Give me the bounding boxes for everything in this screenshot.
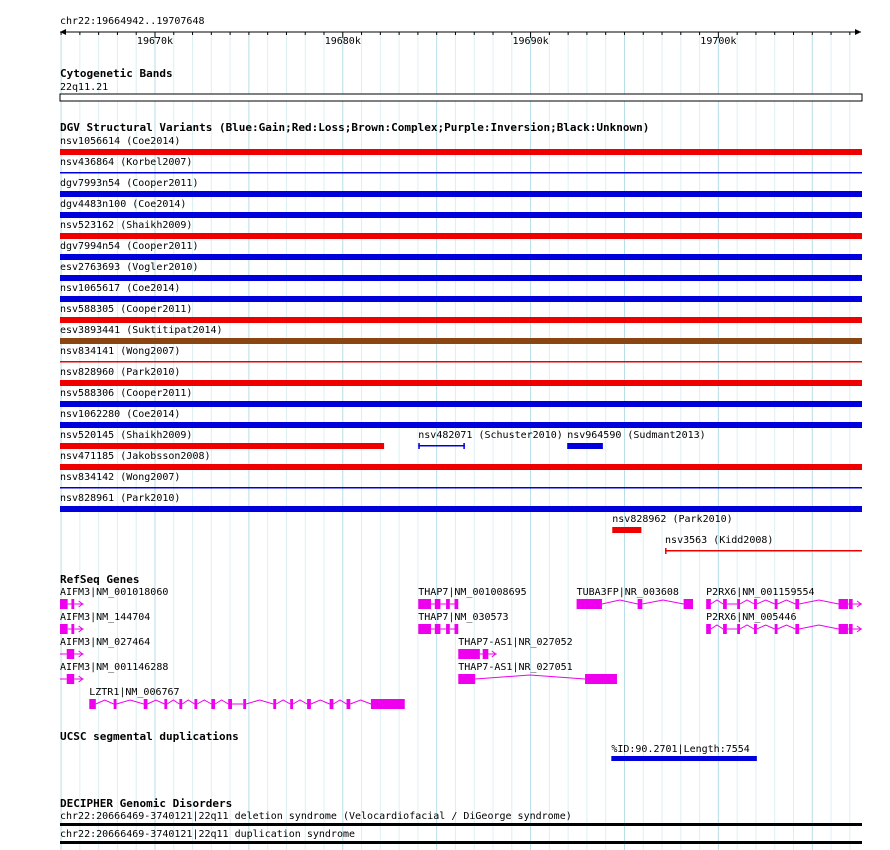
refseq-exon[interactable] xyxy=(194,699,197,709)
dgv-feature-bar[interactable] xyxy=(60,172,862,174)
dgv-feature-label: esv2763693 (Vogler2010) xyxy=(60,262,199,273)
refseq-exon[interactable] xyxy=(458,649,480,659)
decipher-feature-bar[interactable] xyxy=(60,841,862,844)
refseq-exon[interactable] xyxy=(89,699,96,709)
dgv-feature-label: esv3893441 (Suktitipat2014) xyxy=(60,325,223,336)
dgv-feature-bar[interactable] xyxy=(60,443,384,449)
cytoband-band[interactable] xyxy=(60,94,862,101)
refseq-exon[interactable] xyxy=(458,674,475,684)
refseq-intron xyxy=(602,600,638,604)
refseq-intron xyxy=(740,625,754,629)
refseq-exon[interactable] xyxy=(737,599,740,609)
refseq-intron xyxy=(778,600,796,604)
refseq-exon[interactable] xyxy=(435,624,441,634)
refseq-intron xyxy=(147,700,164,704)
refseq-exon[interactable] xyxy=(71,624,74,634)
dgv-feature[interactable] xyxy=(60,178,862,197)
segdup-feature-bar[interactable] xyxy=(611,756,757,761)
segdup-feature[interactable] xyxy=(611,744,757,761)
refseq-intron xyxy=(740,600,754,604)
dgv-feature[interactable] xyxy=(60,409,862,428)
refseq-exon[interactable] xyxy=(706,624,711,634)
refseq-gene-label: THAP7|NM_001008695 xyxy=(418,587,527,598)
dgv-feature[interactable] xyxy=(60,493,862,512)
refseq-gene-label: THAP7-AS1|NR_027051 xyxy=(458,662,573,673)
refseq-exon[interactable] xyxy=(455,599,459,609)
refseq-exon[interactable] xyxy=(71,599,74,609)
dgv-feature-bar[interactable] xyxy=(665,550,862,552)
refseq-exon[interactable] xyxy=(418,624,431,634)
refseq-exon[interactable] xyxy=(228,699,232,709)
refseq-exon[interactable] xyxy=(435,599,441,609)
dgv-feature-label: nsv828962 (Park2010) xyxy=(612,514,733,525)
refseq-exon[interactable] xyxy=(775,624,778,634)
dgv-feature-bar[interactable] xyxy=(60,254,862,260)
refseq-exon[interactable] xyxy=(371,699,405,709)
refseq-gene-label: LZTR1|NM_006767 xyxy=(89,687,180,698)
refseq-exon[interactable] xyxy=(839,599,848,609)
dgv-feature[interactable] xyxy=(60,283,862,302)
dgv-feature-bar[interactable] xyxy=(567,443,603,449)
refseq-intron xyxy=(799,625,838,629)
dgv-feature[interactable] xyxy=(418,430,563,449)
refseq-gene-label: AIFM3|NM_144704 xyxy=(60,612,151,623)
track-title-refseq: RefSeq Genes xyxy=(60,573,140,586)
track-title-dgv: DGV Structural Variants (Blue:Gain;Red:Loss;Brown:Complex;Purple:Inversion;Black:Unknown) xyxy=(60,121,650,134)
dgv-feature-bar[interactable] xyxy=(60,464,862,470)
refseq-exon[interactable] xyxy=(67,674,75,684)
refseq-gene[interactable] xyxy=(418,612,508,634)
track-dgv-structural-variants xyxy=(60,121,862,554)
refseq-exon[interactable] xyxy=(754,624,757,634)
dgv-feature[interactable] xyxy=(60,136,862,155)
dgv-feature[interactable] xyxy=(60,451,862,470)
dgv-feature[interactable] xyxy=(60,220,862,239)
cytoband-label: 22q11.21 xyxy=(60,82,109,93)
dgv-feature[interactable] xyxy=(60,472,862,489)
refseq-exon[interactable] xyxy=(60,599,68,609)
refseq-gene[interactable] xyxy=(418,587,526,609)
track-title-segdups: UCSC segmental duplications xyxy=(60,730,239,743)
dgv-feature-bar[interactable] xyxy=(60,361,862,363)
refseq-gene[interactable] xyxy=(458,662,617,684)
refseq-exon[interactable] xyxy=(446,599,450,609)
dgv-feature-bar[interactable] xyxy=(60,401,862,407)
refseq-gene-label: THAP7-AS1|NR_027052 xyxy=(458,637,573,648)
dgv-feature[interactable] xyxy=(60,304,862,323)
dgv-feature-bar[interactable] xyxy=(60,149,862,155)
dgv-feature-bar[interactable] xyxy=(60,487,862,489)
ruler-tick-label: 19680k xyxy=(324,36,361,47)
refseq-gene[interactable] xyxy=(60,637,150,659)
refseq-exon[interactable] xyxy=(775,599,778,609)
decipher-feature-label: chr22:20666469-3740121|22q11 deletion syndrome (Velocardiofacial / DiGeorge syndrome) xyxy=(60,811,572,822)
dgv-feature-bar[interactable] xyxy=(60,212,862,218)
refseq-exon[interactable] xyxy=(723,624,727,634)
refseq-exon[interactable] xyxy=(849,599,853,609)
refseq-exon[interactable] xyxy=(290,699,293,709)
dgv-feature-label: dgv7994n54 (Cooper2011) xyxy=(60,241,199,252)
dgv-feature[interactable] xyxy=(60,367,862,386)
dgv-feature-label: nsv1056614 (Coe2014) xyxy=(60,136,181,147)
dgv-feature-label: nsv1062280 (Coe2014) xyxy=(60,409,181,420)
dgv-feature[interactable] xyxy=(567,430,705,449)
dgv-feature-label: nsv588305 (Cooper2011) xyxy=(60,304,193,315)
track-cytogenetic-bands xyxy=(60,67,862,101)
refseq-intron xyxy=(711,600,723,604)
dgv-feature[interactable] xyxy=(60,157,862,174)
refseq-gene-label: AIFM3|NM_001018060 xyxy=(60,587,169,598)
refseq-exon[interactable] xyxy=(577,599,602,609)
refseq-exon[interactable] xyxy=(455,624,459,634)
dgv-feature[interactable] xyxy=(60,199,862,218)
dgv-feature-label: nsv482071 (Schuster2010) xyxy=(418,430,563,441)
track-refseq-genes xyxy=(60,573,862,709)
refseq-exon[interactable] xyxy=(795,624,799,634)
dgv-feature-label: dgv4483n100 (Coe2014) xyxy=(60,199,187,210)
segdup-feature-label: %ID:90.2701|Length:7554 xyxy=(611,744,750,755)
ruler-tick-label: 19690k xyxy=(512,36,549,47)
dgv-feature-bar[interactable] xyxy=(60,296,862,302)
refseq-gene[interactable] xyxy=(60,612,150,634)
decipher-feature[interactable] xyxy=(60,811,862,826)
refseq-intron xyxy=(276,700,290,704)
refseq-intron xyxy=(215,700,228,704)
dgv-feature-label: nsv834142 (Wong2007) xyxy=(60,472,181,483)
dgv-feature[interactable] xyxy=(60,388,862,407)
refseq-exon[interactable] xyxy=(179,699,182,709)
dgv-feature-label: nsv471185 (Jakobsson2008) xyxy=(60,451,211,462)
dgv-feature[interactable] xyxy=(612,514,732,533)
refseq-gene-label: P2RX6|NM_005446 xyxy=(706,612,797,623)
refseq-exon[interactable] xyxy=(638,599,643,609)
dgv-feature-end-cap xyxy=(665,548,667,554)
dgv-feature-label: nsv523162 (Shaikh2009) xyxy=(60,220,193,231)
dgv-feature[interactable] xyxy=(60,241,862,260)
dgv-features xyxy=(60,136,862,554)
refseq-exon[interactable] xyxy=(243,699,246,709)
refseq-exon[interactable] xyxy=(273,699,276,709)
refseq-exon[interactable] xyxy=(737,624,740,634)
dgv-feature-label: nsv436864 (Korbel2007) xyxy=(60,157,193,168)
refseq-gene[interactable] xyxy=(60,662,168,684)
dgv-feature-label: nsv828961 (Park2010) xyxy=(60,493,181,504)
decipher-feature[interactable] xyxy=(60,829,862,844)
dgv-feature-bar[interactable] xyxy=(60,275,862,281)
refseq-gene-label: AIFM3|NM_001146288 xyxy=(60,662,169,673)
refseq-gene[interactable] xyxy=(706,587,862,609)
dgv-feature[interactable] xyxy=(60,430,384,449)
dgv-feature-end-cap xyxy=(463,443,465,449)
refseq-intron xyxy=(350,700,371,704)
dgv-feature-bar[interactable] xyxy=(612,527,641,533)
dgv-feature-label: nsv520145 (Shaikh2009) xyxy=(60,430,193,441)
refseq-exon[interactable] xyxy=(849,624,853,634)
refseq-exon[interactable] xyxy=(330,699,334,709)
segdup-features xyxy=(611,744,757,761)
refseq-exon[interactable] xyxy=(795,599,799,609)
dgv-feature-label: dgv7993n54 (Cooper2011) xyxy=(60,178,199,189)
refseq-gene-label: THAP7|NM_030573 xyxy=(418,612,509,623)
dgv-feature-bar[interactable] xyxy=(60,317,862,323)
refseq-exon[interactable] xyxy=(164,699,167,709)
track-title-cytoband: Cytogenetic Bands xyxy=(60,67,173,80)
refseq-gene-label: P2RX6|NM_001159554 xyxy=(706,587,815,598)
dgv-feature-bar[interactable] xyxy=(60,422,862,428)
dgv-feature-label: nsv828960 (Park2010) xyxy=(60,367,181,378)
refseq-gene[interactable] xyxy=(458,637,572,659)
refseq-gene[interactable] xyxy=(60,587,168,609)
refseq-exon[interactable] xyxy=(483,649,489,659)
ruler-region-label: chr22:19664942..19707648 xyxy=(60,16,205,27)
refseq-exon[interactable] xyxy=(446,624,450,634)
refseq-exon[interactable] xyxy=(307,699,311,709)
dgv-feature-label: nsv3563 (Kidd2008) xyxy=(665,535,774,546)
refseq-intron xyxy=(246,700,273,704)
refseq-intron xyxy=(711,625,723,629)
ruler-tick-label: 19700k xyxy=(700,36,737,47)
track-decipher xyxy=(60,797,862,844)
refseq-exon[interactable] xyxy=(839,624,848,634)
refseq-gene[interactable] xyxy=(577,587,693,609)
dgv-feature-label: nsv834141 (Wong2007) xyxy=(60,346,181,357)
dgv-feature-bar[interactable] xyxy=(60,338,862,344)
decipher-features xyxy=(60,811,862,844)
decipher-feature-bar[interactable] xyxy=(60,823,862,826)
dgv-feature-end-cap xyxy=(418,443,420,449)
refseq-exon[interactable] xyxy=(418,599,431,609)
ruler-tick-label: 19670k xyxy=(136,36,174,47)
ruler-right-arrow[interactable] xyxy=(855,29,861,35)
refseq-intron xyxy=(333,700,346,704)
dgv-feature[interactable] xyxy=(60,262,862,281)
refseq-exon[interactable] xyxy=(706,599,711,609)
dgv-feature-bar[interactable] xyxy=(60,191,862,197)
dgv-feature-label: nsv964590 (Sudmant2013) xyxy=(567,430,706,441)
dgv-feature-bar[interactable] xyxy=(418,445,465,447)
track-title-decipher: DECIPHER Genomic Disorders xyxy=(60,797,233,810)
ruler xyxy=(60,16,861,47)
refseq-intron xyxy=(116,700,143,704)
decipher-feature-label: chr22:20666469-3740121|22q11 duplication syndrome xyxy=(60,829,356,840)
refseq-exon[interactable] xyxy=(114,699,117,709)
refseq-gene-label: AIFM3|NM_027464 xyxy=(60,637,151,648)
refseq-exon[interactable] xyxy=(211,699,215,709)
refseq-gene-label: TUBA3FP|NR_003608 xyxy=(576,587,679,598)
dgv-feature-label: nsv588306 (Cooper2011) xyxy=(60,388,193,399)
track-segmental-duplications xyxy=(60,730,757,761)
dgv-feature-bar[interactable] xyxy=(60,233,862,239)
refseq-intron xyxy=(778,625,796,629)
refseq-exon[interactable] xyxy=(144,699,148,709)
refseq-exon[interactable] xyxy=(347,699,351,709)
dgv-feature[interactable] xyxy=(60,325,862,344)
dgv-feature-bar[interactable] xyxy=(60,380,862,386)
dgv-feature-label: nsv1065617 (Coe2014) xyxy=(60,283,181,294)
refseq-intron xyxy=(311,700,330,704)
refseq-intron xyxy=(757,600,775,604)
refseq-intron xyxy=(799,600,838,604)
refseq-genes xyxy=(60,587,862,709)
refseq-exon[interactable] xyxy=(723,599,727,609)
dgv-feature[interactable] xyxy=(60,346,862,363)
refseq-intron xyxy=(642,600,683,604)
refseq-exon[interactable] xyxy=(60,624,68,634)
refseq-exon[interactable] xyxy=(67,649,75,659)
dgv-feature-bar[interactable] xyxy=(60,506,862,512)
refseq-gene[interactable] xyxy=(706,612,862,634)
refseq-intron xyxy=(197,700,211,704)
dgv-feature[interactable] xyxy=(665,535,862,554)
refseq-exon[interactable] xyxy=(754,599,757,609)
refseq-exon[interactable] xyxy=(585,674,617,684)
refseq-intron xyxy=(757,625,775,629)
